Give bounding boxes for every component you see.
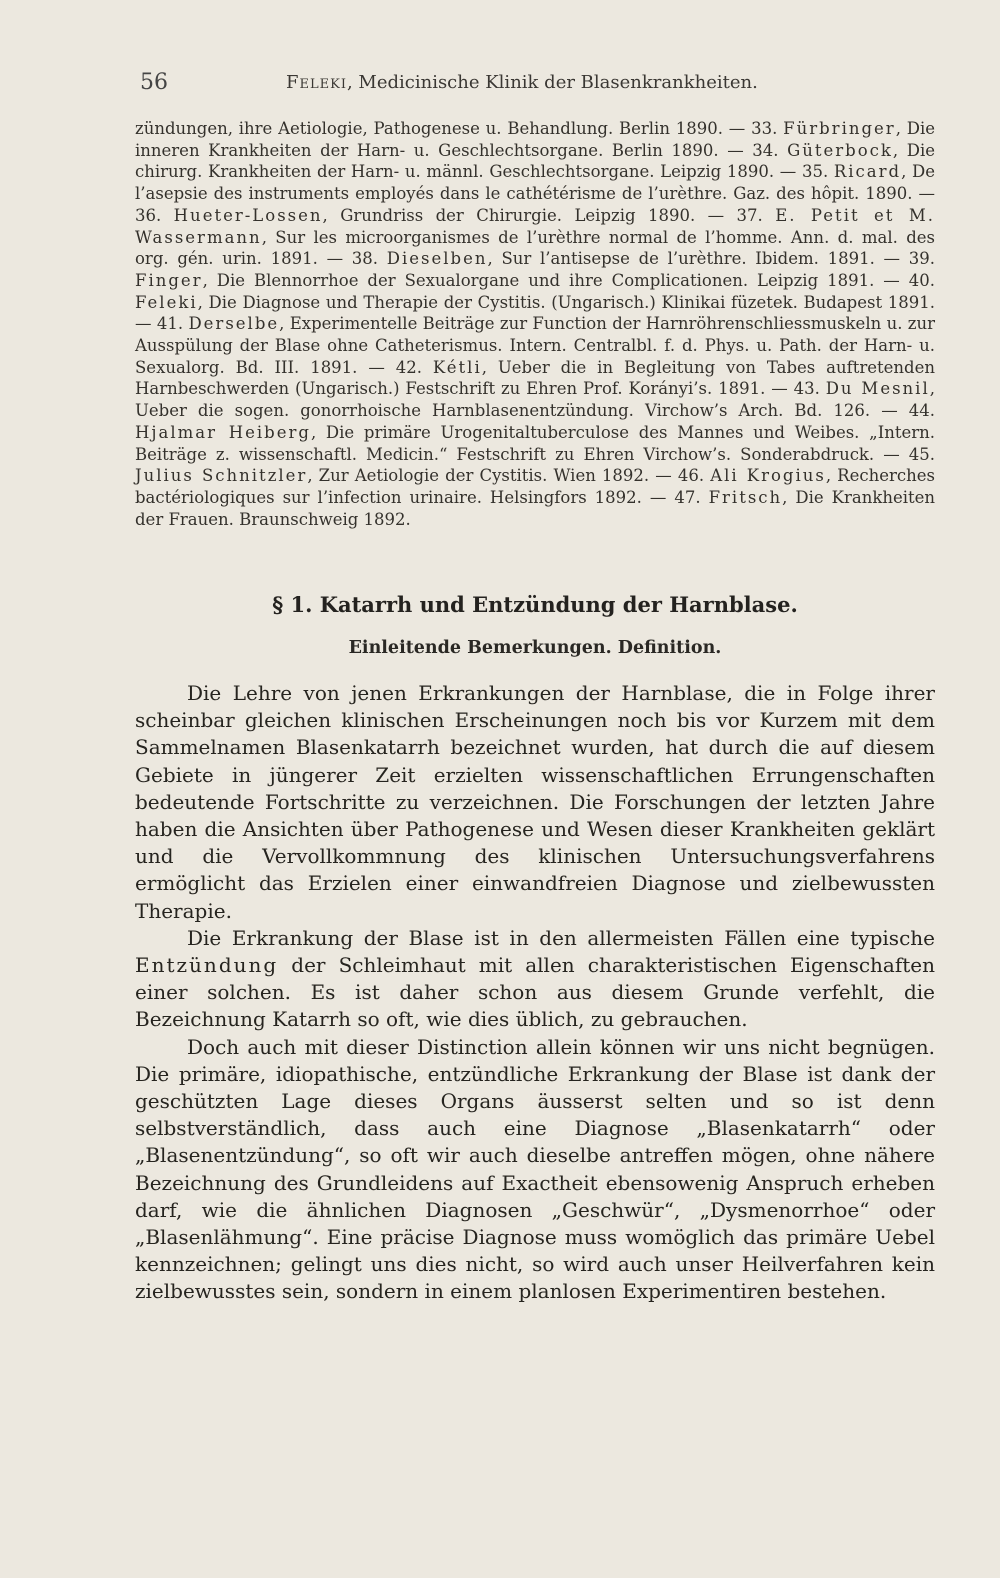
emphasized-word: Entzündung [135, 953, 279, 978]
paragraph: Doch auch mit dieser Distinction allein können wir uns nicht begnügen. Die primäre, idiopathische, entzündliche Erkrankung der Blase ist dank der geschützten Lage dieses Organs äusserst selten und so ist denn selbstverständlich, dass auch eine Diagnose „Blasenkatarrh“ oder „Blasenentzündung“, so oft wir auch dieselbe antreffen mögen, ohne nähere Bezeichnung des Grundleidens auf Exactheit ebensowenig Anspruch erheben darf, wie die ähnlichen Diagnosen „Geschwür“, „Dysmenorrhoe“ oder „Blasenlähmung“. Eine präcise Diagnose muss womöglich das primäre Uebel kennzeichnen; gelingt uns dies nicht, so wird auch unser Heilverfahren kein zielbewusstes sein, sondern in einem planlosen Experimentiren bestehen. [135, 1034, 935, 1304]
paragraph-text: Die Erkrankung der Blase ist in den allermeisten Fällen eine typische [187, 925, 935, 950]
ref-author: E. Petit et M. Wassermann [135, 205, 935, 247]
ref-text: , Ueber die in Begleitung von Tabes auftretenden Harnbeschwerden (Ungarisch.) Festschrift zu Ehren Prof. Korányi’s. 1891. — 43. [135, 357, 935, 399]
ref-author: Ricard [833, 162, 902, 182]
ref-author: Fürbringer [783, 119, 896, 138]
ref-text: zündungen, ihre Aetiologie, Pathogenese u. Behandlung. Berlin 1890. — 33. [135, 119, 784, 138]
ref-text: , Die inneren Krankheiten der Harn- u. Geschlechtsorgane. Berlin 1890. — 34. [135, 119, 936, 160]
bibliography-references [135, 118, 935, 530]
ref-text: , Die Krankheiten der Frauen. Braunschweig 1892. [135, 487, 936, 529]
ref-text: , Die Diagnose und Therapie der Cystitis. (Ungarisch.) Klinikai füzetek. Budapest 1891. — 41. [135, 292, 935, 334]
paragraph-text: der Schleimhaut mit allen charakteristischen Eigenschaften einer solchen. Es ist daher schon aus diesem Grunde verfehlt, die Bezeichnung Katarrh so oft, wie dies üblich, zu gebrauchen. [135, 953, 935, 1032]
ref-author: Fritsch [708, 487, 783, 507]
ref-text: , Grundriss der Chirurgie. Leipzig 1890. — 37. [322, 205, 776, 225]
ref-author: Dieselben [386, 249, 488, 269]
ref-text: , Sur les microorganismes de l’urèthre normal de l’homme. Ann. d. mal. des org. gén. urin. 1891. — 38. [135, 227, 935, 269]
body-text [135, 680, 935, 1306]
running-title-author: Feleki [286, 72, 347, 93]
ref-text: , Die primäre Urogenitaltuberculose des Mannes und Weibes. „Intern. Beiträge z. wissenschaftl. Medicin.“ Festschrift zu Ehren Virchow’s. Sonderabdruck. — 45. [135, 422, 935, 464]
ref-text: , Ueber die sogen. gonorrhoische Harnblasenentzündung. Virchow’s Arch. Bd. 126. — 44. [135, 379, 935, 421]
ref-text: , Sur l’antisepse de l’urèthre. Ibidem. 1891. — 39. [487, 249, 936, 269]
paragraph [135, 925, 935, 1034]
ref-text: , Die Blennorrhoe der Sexualorgane und ihre Complicationen. Leipzig 1891. — 40. [202, 270, 935, 290]
running-header [140, 70, 940, 100]
ref-text: , Experimentelle Beiträge zur Function der Harnröhrenschliessmuskeln u. zur Ausspülung der Blase ohne Catheterismus. Intern. Centralbl. f. d. Phys. u. Path. der Harn- u. Sexualorg. Bd. III. 1891. — 42. [135, 314, 935, 377]
running-title-text: , Medicinische Klinik der Blasenkrankheiten. [346, 72, 758, 93]
ref-author: Du Mesnil [825, 379, 930, 399]
ref-author: Ali Krogius [710, 466, 826, 486]
paragraph: Die Lehre von jenen Erkrankungen der Harnblase, die in Folge ihrer scheinbar gleichen klinischen Erscheinungen noch bis vor Kurzem mit dem Sammelnamen Blasenkatarrh bezeichnet wurden, hat durch die auf diesem Gebiete in jüngerer Zeit erzielten wissenschaftlichen Errungenschaften bedeutende Fortschritte zu verzeichnen. Die Forschungen der letzten Jahre haben die Ansichten über Pathogenese und Wesen dieser Krankheiten geklärt und die Vervollkommnung des klinischen Untersuchungsverfahrens ermöglicht das Erzielen einer einwandfreien Diagnose und zielbewussten Therapie. [135, 681, 935, 923]
ref-author: Finger [135, 270, 203, 290]
ref-author: Güterbock [787, 140, 893, 160]
ref-author: Feleki [135, 292, 198, 312]
ref-text: , De l’asepsie des instruments employés dans le cathétérisme de l’urèthre. Gaz. des hôpit. 1890. — 36. [135, 162, 935, 225]
ref-author: Hueter-Lossen [173, 205, 323, 225]
section-subheading: Einleitende Bemerkungen. Definition. [348, 638, 722, 658]
ref-author: Julius Schnitzler [135, 466, 308, 486]
ref-text: , Recherches bactériologiques sur l’infection urinaire. Helsingfors 1892. — 47. [135, 466, 935, 507]
ref-author: Kétli [432, 357, 482, 377]
ref-author: Hjalmar Heiberg [135, 422, 311, 442]
page-number: 56 [140, 70, 168, 95]
section-heading: § 1. Katarrh und Entzündung der Harnblase. [272, 592, 798, 617]
running-title [286, 72, 758, 93]
ref-author: Derselbe [188, 314, 280, 334]
ref-text: , Zur Aetiologie der Cystitis. Wien 1892. — 46. [307, 466, 711, 486]
ref-text: , Die chirurg. Krankheiten der Harn- u. männl. Geschlechtsorgane. Leipzig 1890. — 35. [135, 140, 936, 182]
